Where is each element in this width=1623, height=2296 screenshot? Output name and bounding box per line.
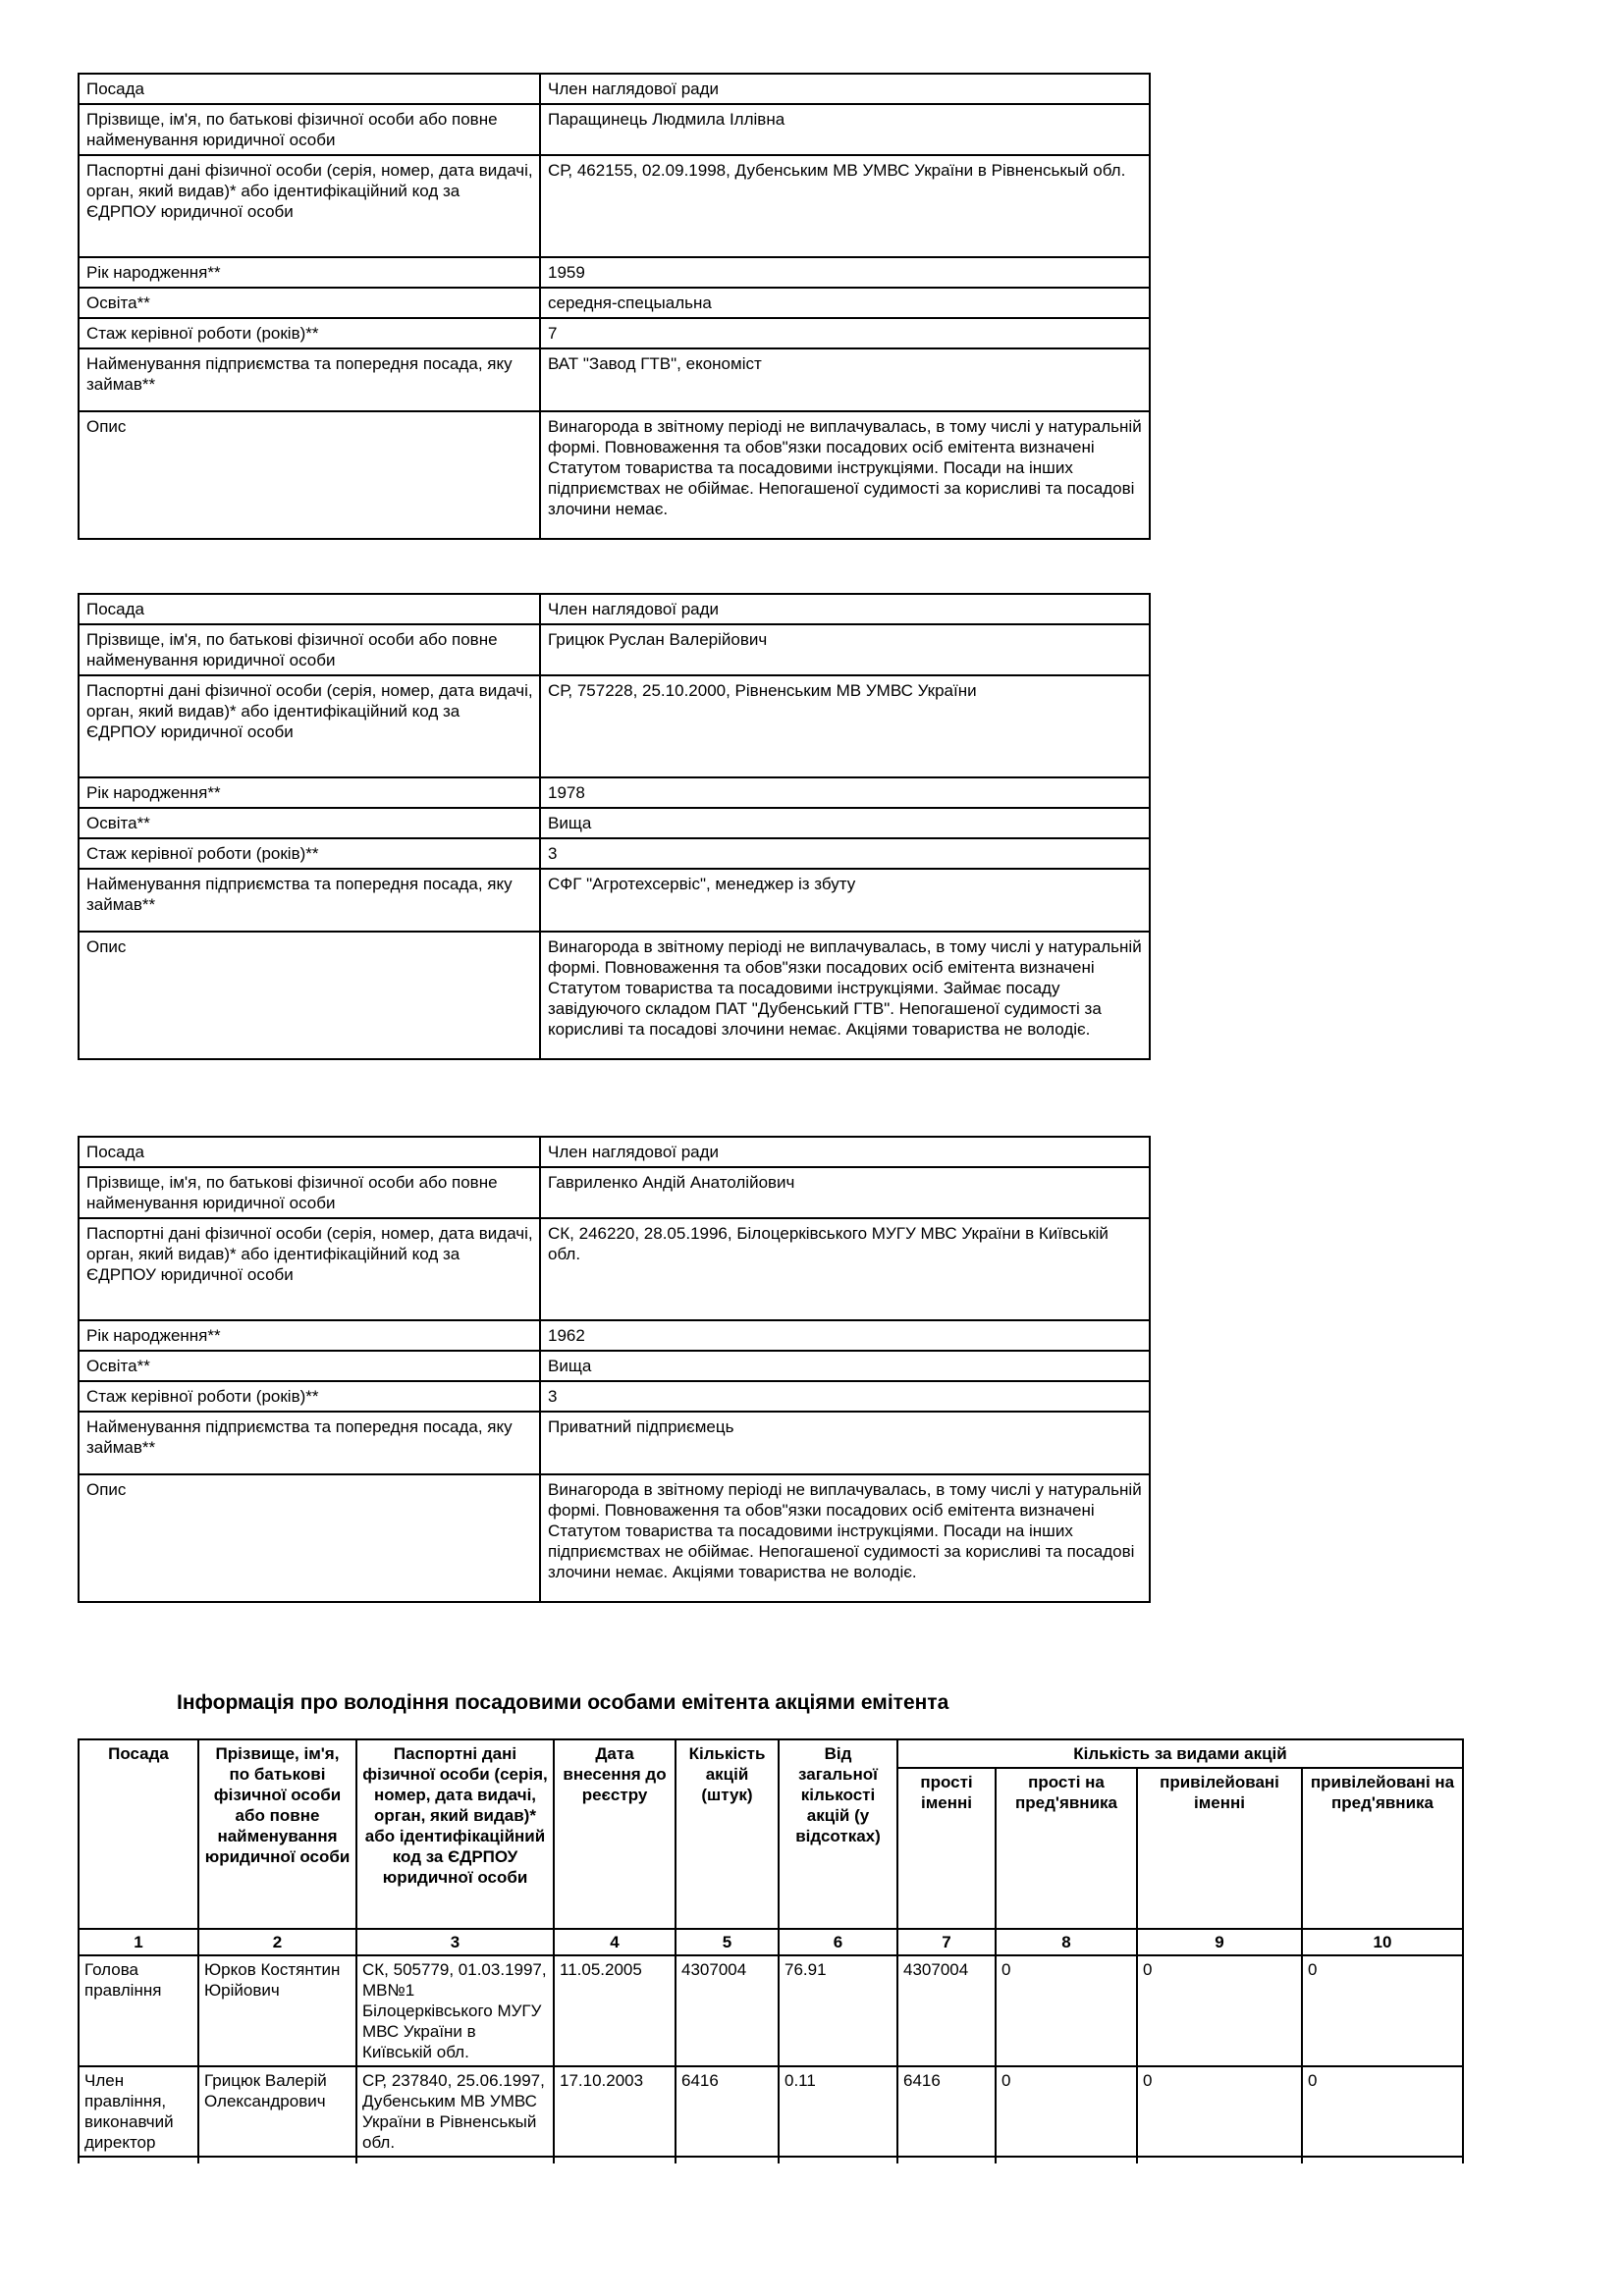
table-cell: 4307004 <box>676 1955 779 2066</box>
table-cell: 0 <box>1302 2066 1463 2157</box>
table-cell: 6416 <box>897 2066 996 2157</box>
table-cell: 4307004 <box>897 1955 996 2066</box>
table-cell: Грицюк Валерій Олександрович <box>198 2066 356 2157</box>
row-passport <box>79 155 1150 257</box>
table-cell: 0 <box>1302 1955 1463 2066</box>
column-number: 3 <box>356 1929 554 1955</box>
field-value: Гавриленко Андій Анатолійович <box>540 1167 1150 1218</box>
table-cell: 17.10.2003 <box>554 2066 676 2157</box>
column-number: 2 <box>198 1929 356 1955</box>
table-cell: Голова правління <box>79 1955 198 2066</box>
row-experience <box>79 1381 1150 1412</box>
field-label: Посада <box>79 1137 540 1167</box>
row-description <box>79 411 1150 539</box>
col-percent-header: Від загальної кількості акцій (у відсотках) <box>779 1739 897 1929</box>
table-cell <box>996 2157 1137 2163</box>
table-cell <box>897 2157 996 2163</box>
table-cell: Член правління, виконавчий директор <box>79 2066 198 2157</box>
field-value: Грицюк Руслан Валерійович <box>540 624 1150 675</box>
row-description <box>79 1474 1150 1602</box>
field-value: СР, 757228, 25.10.2000, Рівненським МВ УМВС України <box>540 675 1150 777</box>
field-value: Член наглядової ради <box>540 1137 1150 1167</box>
table-cell: СР, 237840, 25.06.1997, Дубенським МВ УМВС України в Рівненськый обл. <box>356 2066 554 2157</box>
table-cell: 0 <box>996 2066 1137 2157</box>
field-label: Опис <box>79 932 540 1059</box>
field-value: Вища <box>540 1351 1150 1381</box>
column-number: 6 <box>779 1929 897 1955</box>
header-row <box>79 1739 1463 1768</box>
field-value: 3 <box>540 1381 1150 1412</box>
field-label: Найменування підприємства та попередня посада, яку займав** <box>79 869 540 932</box>
row-position <box>79 1137 1150 1167</box>
table-cell <box>1302 2157 1463 2163</box>
table-cell: СК, 505779, 01.03.1997, МВ№1 Білоцерківського МУГУ МВС України в Київській обл. <box>356 1955 554 2066</box>
table-row <box>79 1955 1463 2066</box>
table-cell: 6416 <box>676 2066 779 2157</box>
field-value: СК, 246220, 28.05.1996, Білоцерківського МУГУ МВС України в Київській обл. <box>540 1218 1150 1320</box>
row-birth-year <box>79 257 1150 288</box>
field-label: Опис <box>79 1474 540 1602</box>
row-previous-job <box>79 869 1150 932</box>
row-previous-job <box>79 348 1150 411</box>
column-number: 8 <box>996 1929 1137 1955</box>
row-birth-year <box>79 777 1150 808</box>
table-cell: 76.91 <box>779 1955 897 2066</box>
row-experience <box>79 838 1150 869</box>
column-number: 7 <box>897 1929 996 1955</box>
field-label: Посада <box>79 74 540 104</box>
field-value: Паращинець Людмила Іллівна <box>540 104 1150 155</box>
table-row <box>79 2066 1463 2157</box>
column-number: 9 <box>1137 1929 1302 1955</box>
col-position-header: Посада <box>79 1739 198 1929</box>
table-row-partial <box>79 2157 1463 2163</box>
row-birth-year <box>79 1320 1150 1351</box>
person-card-3 <box>78 1136 1151 1603</box>
col-simple-registered-header: прості іменні <box>897 1768 996 1929</box>
person-card-1 <box>78 73 1151 540</box>
ownership-table <box>78 1738 1464 2163</box>
table-cell <box>79 2157 198 2163</box>
col-preferred-bearer-header: привілейовані на пред'явника <box>1302 1768 1463 1929</box>
field-label: Рік народження** <box>79 777 540 808</box>
table-cell <box>779 2157 897 2163</box>
col-shares-header: Кількість акцій (штук) <box>676 1739 779 1929</box>
field-label: Паспортні дані фізичної особи (серія, номер, дата видачі, орган, який видав)* або ідентифікаційний код за ЄДРПОУ юридичної особи <box>79 155 540 257</box>
field-value: Винагорода в звітному періоді не виплачувалась, в тому числі у натуральній формі. Повноваження та обов"язки посадових осіб емітента визначені Статутом товариства та посадовими інструкціями. Посади на інших підприємствах не обіймає. Непогашеної судимості за корисливі та посадові злочини немає. Акціями товариства не володіє. <box>540 1474 1150 1602</box>
field-label: Прізвище, ім'я, по батькові фізичної особи або повне найменування юридичної особи <box>79 104 540 155</box>
row-full-name <box>79 624 1150 675</box>
field-label: Найменування підприємства та попередня посада, яку займав** <box>79 348 540 411</box>
table-cell: Юрков Костянтин Юрійович <box>198 1955 356 2066</box>
column-number-row <box>79 1929 1463 1955</box>
field-label: Стаж керівної роботи (років)** <box>79 1381 540 1412</box>
row-position <box>79 594 1150 624</box>
table-cell <box>198 2157 356 2163</box>
field-value: середня-спецыальна <box>540 288 1150 318</box>
field-label: Освіта** <box>79 288 540 318</box>
field-value: Винагорода в звітному періоді не виплачувалась, в тому числі у натуральній формі. Повноваження та обов"язки посадових осіб емітента визначені Статутом товариства та посадовими інструкціями. Займає посаду завідуючого складом ПАТ "Дубенський ГТВ". Непогашеної судимості за корисливі та посадові злочини немає. Акціями товариства не володіє. <box>540 932 1150 1059</box>
field-value: Вища <box>540 808 1150 838</box>
table-cell <box>676 2157 779 2163</box>
field-label: Рік народження** <box>79 257 540 288</box>
table-cell <box>554 2157 676 2163</box>
table-cell: 0 <box>1137 2066 1302 2157</box>
table-cell <box>1137 2157 1302 2163</box>
field-value: Член наглядової ради <box>540 594 1150 624</box>
field-value: 7 <box>540 318 1150 348</box>
field-value: 1959 <box>540 257 1150 288</box>
field-value: Винагорода в звітному періоді не виплачувалась, в тому числі у натуральній формі. Повноваження та обов"язки посадових осіб емітента визначені Статутом товариства та посадовими інструкціями. Посади на інших підприємствах не обіймає. Непогашеної судимості за корисливі та посадові злочини немає. <box>540 411 1150 539</box>
col-passport-header: Паспортні дані фізичної особи (серія, номер, дата видачі, орган, який видав)* або ідентифікаційний код за ЄДРПОУ юридичної особи <box>356 1739 554 1929</box>
column-number: 4 <box>554 1929 676 1955</box>
row-position <box>79 74 1150 104</box>
field-label: Прізвище, ім'я, по батькові фізичної особи або повне найменування юридичної особи <box>79 1167 540 1218</box>
field-label: Паспортні дані фізичної особи (серія, номер, дата видачі, орган, який видав)* або ідентифікаційний код за ЄДРПОУ юридичної особи <box>79 1218 540 1320</box>
field-label: Прізвище, ім'я, по батькові фізичної особи або повне найменування юридичної особи <box>79 624 540 675</box>
col-preferred-registered-header: привілейовані іменні <box>1137 1768 1302 1929</box>
table-cell: 0 <box>996 1955 1137 2066</box>
field-label: Паспортні дані фізичної особи (серія, номер, дата видачі, орган, який видав)* або ідентифікаційний код за ЄДРПОУ юридичної особи <box>79 675 540 777</box>
field-value: СР, 462155, 02.09.1998, Дубенським МВ УМВС України в Рівненськый обл. <box>540 155 1150 257</box>
field-label: Освіта** <box>79 808 540 838</box>
row-full-name <box>79 1167 1150 1218</box>
field-label: Найменування підприємства та попередня посада, яку займав** <box>79 1412 540 1474</box>
field-label: Стаж керівної роботи (років)** <box>79 318 540 348</box>
table-cell <box>356 2157 554 2163</box>
field-value: 3 <box>540 838 1150 869</box>
col-date-header: Дата внесення до реєстру <box>554 1739 676 1929</box>
column-number: 5 <box>676 1929 779 1955</box>
col-name-header: Прізвище, ім'я, по батькові фізичної особи або повне найменування юридичної особи <box>198 1739 356 1929</box>
table-cell: 0 <box>1137 1955 1302 2066</box>
field-value: Приватний підприємець <box>540 1412 1150 1474</box>
row-previous-job <box>79 1412 1150 1474</box>
col-group-header: Кількість за видами акцій <box>897 1739 1463 1768</box>
person-card-2 <box>78 593 1151 1060</box>
table-cell: 11.05.2005 <box>554 1955 676 2066</box>
field-label: Опис <box>79 411 540 539</box>
table-cell: 0.11 <box>779 2066 897 2157</box>
field-label: Стаж керівної роботи (років)** <box>79 838 540 869</box>
field-label: Посада <box>79 594 540 624</box>
column-number: 1 <box>79 1929 198 1955</box>
column-number: 10 <box>1302 1929 1463 1955</box>
ownership-title: Інформація про володіння посадовими особами емітента акціями емітента <box>177 1691 949 1714</box>
field-label: Рік народження** <box>79 1320 540 1351</box>
row-education <box>79 808 1150 838</box>
field-value: СФГ "Агротехсервіс", менеджер із збуту <box>540 869 1150 932</box>
row-passport <box>79 675 1150 777</box>
row-education <box>79 1351 1150 1381</box>
row-experience <box>79 318 1150 348</box>
row-education <box>79 288 1150 318</box>
field-label: Освіта** <box>79 1351 540 1381</box>
row-full-name <box>79 104 1150 155</box>
row-passport <box>79 1218 1150 1320</box>
field-value: 1962 <box>540 1320 1150 1351</box>
row-description <box>79 932 1150 1059</box>
field-value: ВАТ "Завод ГТВ", економіст <box>540 348 1150 411</box>
col-simple-bearer-header: прості на пред'явника <box>996 1768 1137 1929</box>
field-value: 1978 <box>540 777 1150 808</box>
field-value: Член наглядової ради <box>540 74 1150 104</box>
